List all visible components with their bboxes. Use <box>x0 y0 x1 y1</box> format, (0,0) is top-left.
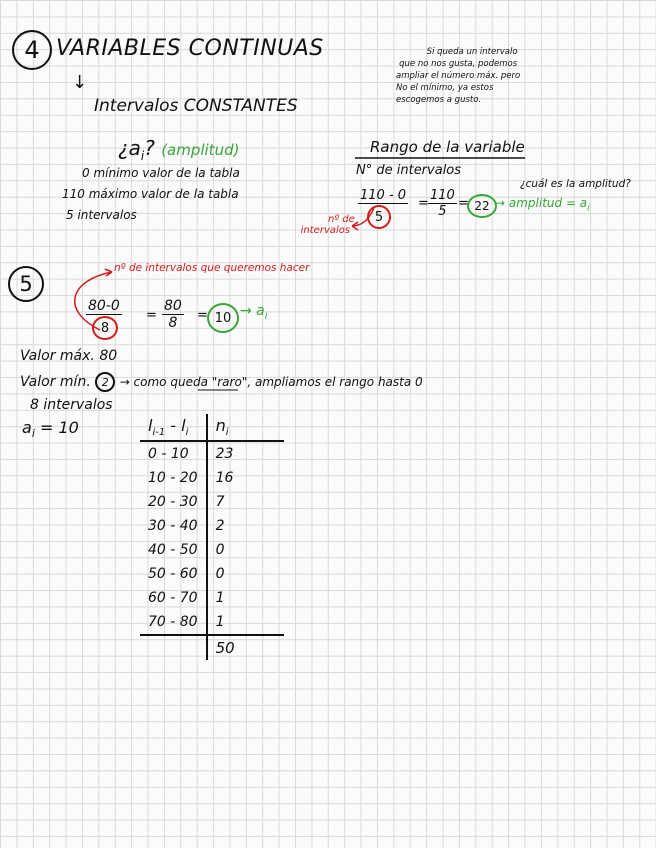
ai-sub: i <box>31 427 35 441</box>
fraction-num: 80-0 <box>88 298 120 314</box>
equals-sign: = <box>197 308 208 323</box>
section-title: VARIABLES CONTINUAS <box>56 36 324 61</box>
question-amplitud <box>118 136 239 163</box>
red-note: nº de intervalos que queremos hacer <box>114 262 310 274</box>
side-note-line: escogemos a gusto. <box>396 95 482 105</box>
amplitud-label <box>495 196 590 213</box>
intervals-count: 8 <box>100 320 110 336</box>
line-max: 110 máximo valor de la tabla <box>62 187 239 201</box>
result-circle <box>207 303 239 333</box>
result-value: 10 <box>214 310 232 326</box>
side-note-line: No el mínimo, ya estos <box>396 83 494 93</box>
cell-n: 16 <box>207 466 284 490</box>
ai-label: a <box>22 418 32 437</box>
frequency-table <box>140 414 284 660</box>
cell-n: 2 <box>207 514 284 538</box>
result-sub: i <box>264 310 268 322</box>
intervals-count: 5 <box>374 209 384 225</box>
result-circle <box>467 194 497 218</box>
cell-interval: 50 - 60 <box>148 566 198 583</box>
cell-n: 1 <box>207 610 284 635</box>
header-n: $n_i$ <box>207 414 284 441</box>
side-note-line: ampliar el número máx. pero <box>396 71 521 81</box>
intervals-label-line: intervalos <box>300 225 351 236</box>
question-end: ? <box>144 136 155 160</box>
table-row <box>140 514 284 538</box>
equals-sign: = <box>458 196 469 211</box>
down-arrow-icon: ↓ <box>72 72 88 93</box>
table-row <box>140 610 284 635</box>
cell-n: 0 <box>207 562 284 586</box>
question-text: ¿a <box>118 136 141 160</box>
line-min: 0 mínimo valor de la tabla <box>82 166 240 180</box>
intervals-label-line: nº de <box>328 214 355 225</box>
fraction-simplified <box>428 188 457 219</box>
intervals-label <box>300 214 355 236</box>
cell-empty <box>140 635 207 660</box>
result-text: → a <box>240 303 265 319</box>
table-row <box>140 466 284 490</box>
section-number: 5 <box>19 272 33 296</box>
cell-n: 7 <box>207 490 284 514</box>
result-value: 22 <box>474 199 490 213</box>
cell-interval: 60 - 70 <box>148 590 198 607</box>
equals-sign: = <box>146 308 157 323</box>
side-note <box>396 46 520 106</box>
amplitud-text: → amplitud = a <box>495 196 588 210</box>
intervals-circle <box>367 205 391 229</box>
fraction-den: 5 <box>438 204 447 219</box>
cell-interval: 70 - 80 <box>140 610 207 635</box>
table-row <box>140 562 284 586</box>
fraction-num: 110 <box>430 188 455 203</box>
header-interval: $l_{i-1} - l_i$ <box>140 414 207 441</box>
table-header-row <box>140 414 284 441</box>
ai-eq: = 10 <box>34 418 79 437</box>
line-max-value: Valor máx. 80 <box>20 348 118 364</box>
subtitle: Intervalos CONSTANTES <box>94 96 298 116</box>
cell-interval: 40 - 50 <box>148 542 198 559</box>
table-row <box>140 441 284 466</box>
side-note-line: que no nos gusta, podemos <box>399 59 518 69</box>
cell-interval: 20 - 30 <box>148 494 198 511</box>
table-row <box>140 538 284 562</box>
fraction-simplified <box>162 298 184 331</box>
min-circle <box>95 372 115 392</box>
rango-line: N° de intervalos <box>356 163 462 178</box>
equals-sign: = <box>418 196 429 211</box>
section-number-circle <box>8 266 44 302</box>
line-intervals-count: 8 intervalos <box>30 397 113 413</box>
intervals-circle <box>92 316 118 340</box>
result-label <box>240 303 268 322</box>
cell-n: 1 <box>207 586 284 610</box>
question-note: (amplitud) <box>161 141 240 159</box>
amplitud-sub: i <box>587 203 590 214</box>
section-number: 4 <box>24 36 40 64</box>
table-row <box>140 490 284 514</box>
min-value: 2 <box>101 375 109 389</box>
rango-title: Rango de la variable <box>370 138 525 156</box>
fraction-num: 80 <box>164 298 182 314</box>
cell-n: 23 <box>207 441 284 466</box>
side-note-line: Si queda un intervalo <box>426 47 518 57</box>
table-row <box>140 586 284 610</box>
table-total-row <box>140 635 284 660</box>
cell-total: 50 <box>207 635 284 660</box>
fraction-num: 110 - 0 <box>360 188 407 203</box>
cell-interval: 30 - 40 <box>148 518 198 535</box>
question-amplitud-2: ¿cuál es la amplitud? <box>520 178 631 190</box>
cell-n: 0 <box>207 538 284 562</box>
cell-interval: 0 - 10 <box>148 446 189 463</box>
min-note: → como queda "raro", ampliamos el rango hasta 0 <box>119 375 423 389</box>
line-intervals: 5 intervalos <box>66 208 137 222</box>
section-number-circle <box>12 30 52 70</box>
line-min-value <box>20 372 423 392</box>
cell-interval: 10 - 20 <box>148 470 198 487</box>
question-sub: i <box>140 149 145 163</box>
min-label: Valor mín. <box>20 374 91 390</box>
fraction-den: 8 <box>168 315 178 331</box>
line-ai <box>22 418 79 440</box>
